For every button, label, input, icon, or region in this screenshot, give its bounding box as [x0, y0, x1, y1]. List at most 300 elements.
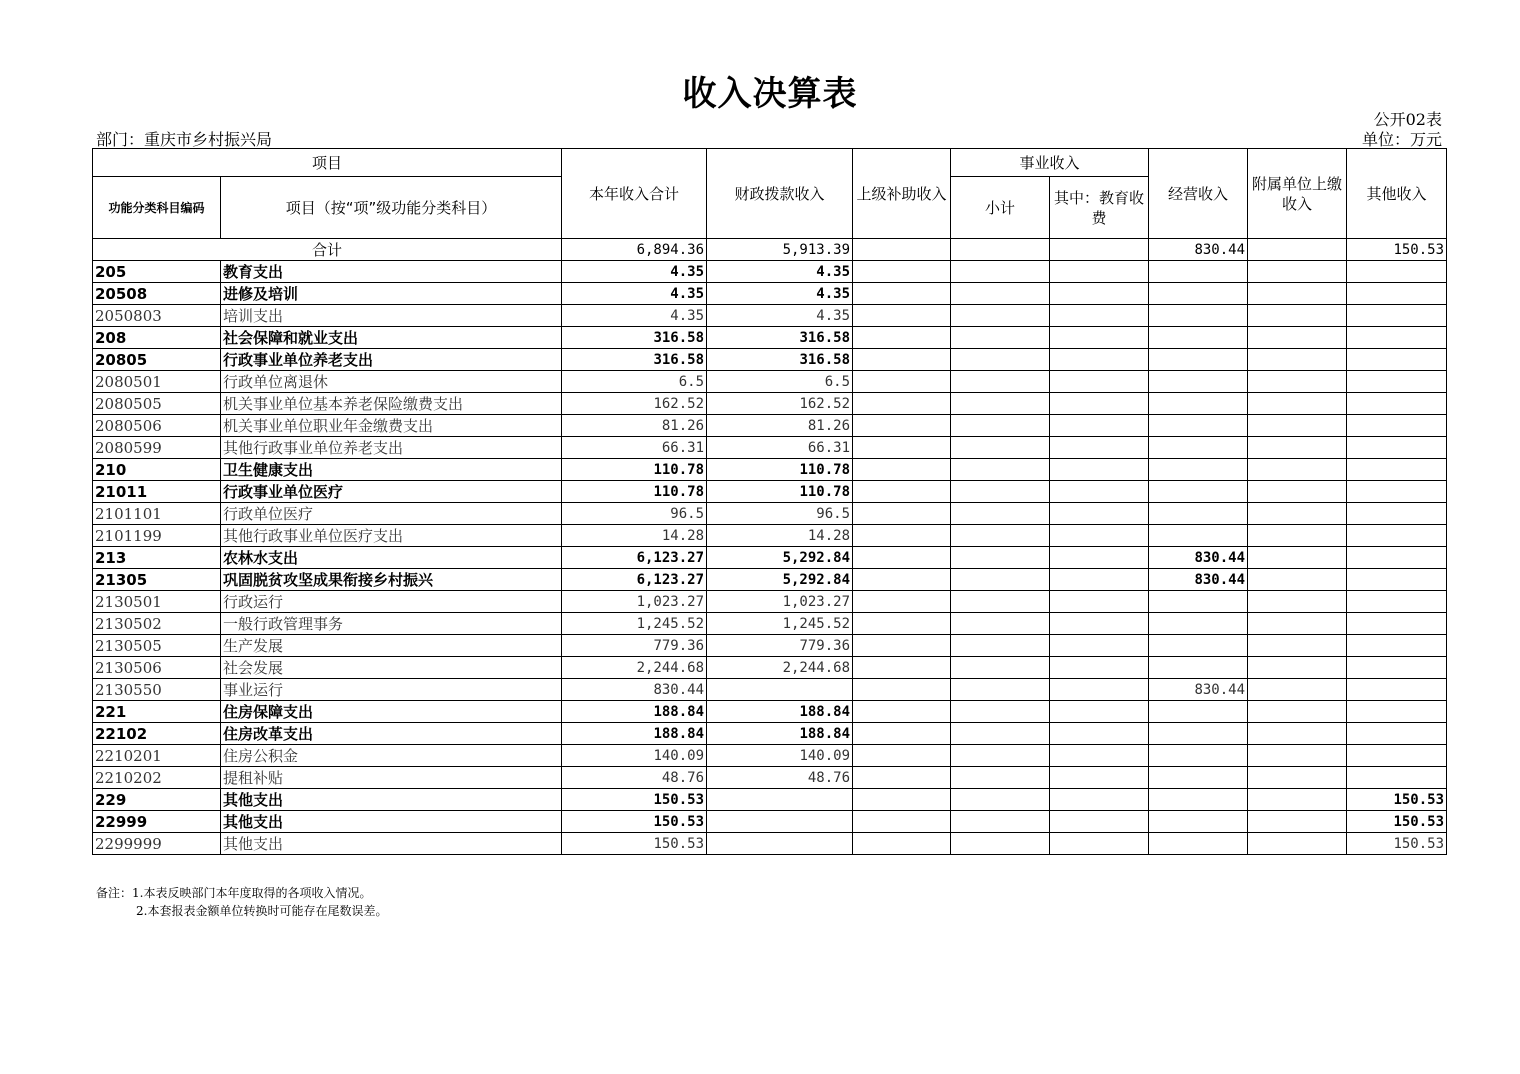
cell-business: [1149, 503, 1248, 525]
cell-fiscal: 4.35: [707, 283, 853, 305]
cell-affiliated: [1248, 613, 1347, 635]
table-row: [93, 371, 1447, 393]
cell-affiliated: [1248, 811, 1347, 833]
cell-career-edu: [1050, 789, 1149, 811]
total-career-edu: [1050, 239, 1149, 261]
cell-other: [1347, 723, 1447, 745]
cell-subsidy: [853, 767, 951, 789]
cell-name: 其他行政事业单位养老支出: [221, 437, 562, 459]
cell-code: 213: [93, 547, 221, 569]
cell-subsidy: [853, 569, 951, 591]
table-row: [93, 283, 1447, 305]
cell-fiscal: 5,292.84: [707, 547, 853, 569]
cell-subsidy: [853, 371, 951, 393]
cell-career-sub: [951, 371, 1050, 393]
cell-career-edu: [1050, 481, 1149, 503]
cell-affiliated: [1248, 547, 1347, 569]
cell-code: 20508: [93, 283, 221, 305]
cell-total: 188.84: [562, 701, 707, 723]
cell-total: 779.36: [562, 635, 707, 657]
cell-career-edu: [1050, 767, 1149, 789]
cell-career-edu: [1050, 569, 1149, 591]
cell-business: [1149, 349, 1248, 371]
table-row: [93, 635, 1447, 657]
cell-affiliated: [1248, 415, 1347, 437]
cell-business: [1149, 613, 1248, 635]
cell-fiscal: 1,023.27: [707, 591, 853, 613]
cell-business: [1149, 789, 1248, 811]
cell-career-edu: [1050, 701, 1149, 723]
cell-career-sub: [951, 833, 1050, 855]
cell-other: [1347, 613, 1447, 635]
income-table: [92, 148, 1447, 855]
cell-name: 其他支出: [221, 833, 562, 855]
cell-code: 2101101: [93, 503, 221, 525]
cell-code: 2080599: [93, 437, 221, 459]
header-other: 其他收入: [1347, 149, 1447, 239]
cell-career-sub: [951, 525, 1050, 547]
cell-affiliated: [1248, 635, 1347, 657]
cell-business: [1149, 723, 1248, 745]
cell-business: [1149, 525, 1248, 547]
cell-fiscal: 14.28: [707, 525, 853, 547]
cell-affiliated: [1248, 679, 1347, 701]
cell-other: [1347, 767, 1447, 789]
cell-career-edu: [1050, 679, 1149, 701]
cell-name: 行政事业单位养老支出: [221, 349, 562, 371]
cell-total: 14.28: [562, 525, 707, 547]
cell-fiscal: [707, 811, 853, 833]
cell-other: [1347, 327, 1447, 349]
cell-other: [1347, 261, 1447, 283]
cell-name: 行政单位医疗: [221, 503, 562, 525]
header-name: 项目（按“项”级功能分类科目）: [221, 177, 562, 239]
cell-total: 6,123.27: [562, 547, 707, 569]
cell-fiscal: 110.78: [707, 459, 853, 481]
cell-affiliated: [1248, 283, 1347, 305]
page-title: 收入决算表: [682, 74, 858, 114]
cell-fiscal: [707, 833, 853, 855]
cell-other: [1347, 481, 1447, 503]
cell-business: 830.44: [1149, 547, 1248, 569]
cell-name: 其他行政事业单位医疗支出: [221, 525, 562, 547]
cell-subsidy: [853, 547, 951, 569]
cell-business: [1149, 459, 1248, 481]
cell-code: 2299999: [93, 833, 221, 855]
header-affiliated: 附属单位上缴收入: [1248, 149, 1347, 239]
cell-affiliated: [1248, 305, 1347, 327]
cell-name: 住房保障支出: [221, 701, 562, 723]
cell-other: 150.53: [1347, 833, 1447, 855]
cell-fiscal: 188.84: [707, 701, 853, 723]
cell-total: 4.35: [562, 305, 707, 327]
cell-affiliated: [1248, 767, 1347, 789]
cell-total: 140.09: [562, 745, 707, 767]
cell-career-edu: [1050, 723, 1149, 745]
cell-total: 2,244.68: [562, 657, 707, 679]
cell-name: 住房公积金: [221, 745, 562, 767]
cell-fiscal: 316.58: [707, 327, 853, 349]
cell-subsidy: [853, 811, 951, 833]
cell-career-edu: [1050, 349, 1149, 371]
table-row: [93, 547, 1447, 569]
cell-name: 社会保障和就业支出: [221, 327, 562, 349]
cell-total: 830.44: [562, 679, 707, 701]
cell-career-sub: [951, 745, 1050, 767]
cell-other: [1347, 745, 1447, 767]
cell-code: 2101199: [93, 525, 221, 547]
cell-career-sub: [951, 393, 1050, 415]
cell-business: [1149, 393, 1248, 415]
cell-business: [1149, 591, 1248, 613]
cell-total: 316.58: [562, 349, 707, 371]
cell-name: 行政运行: [221, 591, 562, 613]
cell-affiliated: [1248, 723, 1347, 745]
header-career-edu: 其中：教育收费: [1050, 177, 1149, 239]
table-row: [93, 723, 1447, 745]
cell-business: [1149, 261, 1248, 283]
cell-career-sub: [951, 723, 1050, 745]
cell-business: [1149, 305, 1248, 327]
cell-business: [1149, 437, 1248, 459]
note-2: 2.本套报表金额单位转换时可能存在尾数误差。: [136, 904, 388, 918]
cell-career-sub: [951, 415, 1050, 437]
cell-career-edu: [1050, 283, 1149, 305]
table-row: [93, 789, 1447, 811]
cell-total: 4.35: [562, 283, 707, 305]
cell-career-sub: [951, 261, 1050, 283]
cell-subsidy: [853, 679, 951, 701]
cell-subsidy: [853, 393, 951, 415]
form-number: 公开02表: [1373, 110, 1442, 129]
cell-fiscal: 162.52: [707, 393, 853, 415]
cell-name: 社会发展: [221, 657, 562, 679]
cell-fiscal: 316.58: [707, 349, 853, 371]
cell-fiscal: 188.84: [707, 723, 853, 745]
cell-career-edu: [1050, 459, 1149, 481]
table-row: [93, 503, 1447, 525]
table-row: [93, 261, 1447, 283]
cell-career-sub: [951, 613, 1050, 635]
cell-fiscal: 5,292.84: [707, 569, 853, 591]
cell-total: 316.58: [562, 327, 707, 349]
cell-name: 教育支出: [221, 261, 562, 283]
cell-total: 162.52: [562, 393, 707, 415]
cell-career-edu: [1050, 371, 1149, 393]
cell-total: 150.53: [562, 811, 707, 833]
cell-career-edu: [1050, 393, 1149, 415]
total-other: 150.53: [1347, 239, 1447, 261]
cell-career-sub: [951, 767, 1050, 789]
cell-career-edu: [1050, 745, 1149, 767]
cell-code: 22102: [93, 723, 221, 745]
cell-fiscal: 1,245.52: [707, 613, 853, 635]
cell-career-sub: [951, 481, 1050, 503]
cell-career-edu: [1050, 415, 1149, 437]
cell-career-edu: [1050, 591, 1149, 613]
cell-name: 住房改革支出: [221, 723, 562, 745]
cell-other: [1347, 459, 1447, 481]
cell-other: [1347, 503, 1447, 525]
cell-fiscal: 48.76: [707, 767, 853, 789]
cell-other: [1347, 701, 1447, 723]
cell-affiliated: [1248, 591, 1347, 613]
cell-other: [1347, 525, 1447, 547]
cell-name: 其他支出: [221, 811, 562, 833]
cell-business: [1149, 701, 1248, 723]
table-row: [93, 569, 1447, 591]
cell-subsidy: [853, 503, 951, 525]
cell-total: 6.5: [562, 371, 707, 393]
cell-affiliated: [1248, 327, 1347, 349]
cell-career-sub: [951, 459, 1050, 481]
cell-affiliated: [1248, 393, 1347, 415]
cell-career-sub: [951, 701, 1050, 723]
table-row: [93, 327, 1447, 349]
cell-code: 2130501: [93, 591, 221, 613]
cell-career-edu: [1050, 525, 1149, 547]
cell-affiliated: [1248, 437, 1347, 459]
cell-affiliated: [1248, 569, 1347, 591]
cell-code: 2130550: [93, 679, 221, 701]
cell-name: 农林水支出: [221, 547, 562, 569]
cell-business: [1149, 811, 1248, 833]
cell-total: 1,023.27: [562, 591, 707, 613]
cell-fiscal: 81.26: [707, 415, 853, 437]
table-row: [93, 459, 1447, 481]
cell-career-sub: [951, 547, 1050, 569]
table-row: [93, 415, 1447, 437]
cell-business: [1149, 767, 1248, 789]
cell-career-edu: [1050, 327, 1149, 349]
table-row: [93, 591, 1447, 613]
cell-subsidy: [853, 283, 951, 305]
table-row: [93, 811, 1447, 833]
cell-career-sub: [951, 349, 1050, 371]
header-total: 本年收入合计: [562, 149, 707, 239]
cell-other: [1347, 305, 1447, 327]
table-row: [93, 745, 1447, 767]
cell-name: 卫生健康支出: [221, 459, 562, 481]
cell-subsidy: [853, 261, 951, 283]
cell-code: 2080506: [93, 415, 221, 437]
cell-subsidy: [853, 613, 951, 635]
cell-career-sub: [951, 591, 1050, 613]
cell-affiliated: [1248, 789, 1347, 811]
cell-affiliated: [1248, 833, 1347, 855]
cell-subsidy: [853, 657, 951, 679]
cell-other: 150.53: [1347, 789, 1447, 811]
cell-total: 110.78: [562, 481, 707, 503]
cell-total: 66.31: [562, 437, 707, 459]
cell-business: [1149, 833, 1248, 855]
cell-business: 830.44: [1149, 679, 1248, 701]
table-row: [93, 767, 1447, 789]
cell-subsidy: [853, 723, 951, 745]
cell-affiliated: [1248, 371, 1347, 393]
unit-label: 单位：万元: [1361, 130, 1442, 149]
cell-code: 2080501: [93, 371, 221, 393]
cell-business: [1149, 657, 1248, 679]
table-row: [93, 437, 1447, 459]
cell-code: 20805: [93, 349, 221, 371]
cell-name: 进修及培训: [221, 283, 562, 305]
header-project: 项目: [93, 149, 562, 177]
cell-business: [1149, 371, 1248, 393]
table-row: [93, 613, 1447, 635]
cell-fiscal: 96.5: [707, 503, 853, 525]
cell-career-edu: [1050, 811, 1149, 833]
cell-fiscal: 4.35: [707, 261, 853, 283]
table-row: [93, 657, 1447, 679]
cell-other: [1347, 371, 1447, 393]
total-business: 830.44: [1149, 239, 1248, 261]
cell-total: 96.5: [562, 503, 707, 525]
cell-code: 2130506: [93, 657, 221, 679]
cell-subsidy: [853, 415, 951, 437]
cell-career-sub: [951, 327, 1050, 349]
cell-other: [1347, 547, 1447, 569]
cell-code: 21011: [93, 481, 221, 503]
cell-career-edu: [1050, 613, 1149, 635]
table-row: [93, 393, 1447, 415]
cell-affiliated: [1248, 503, 1347, 525]
cell-name: 行政单位离退休: [221, 371, 562, 393]
header-subsidy: 上级补助收入: [853, 149, 951, 239]
cell-code: 22999: [93, 811, 221, 833]
notes: [96, 884, 387, 920]
cell-fiscal: [707, 789, 853, 811]
cell-career-edu: [1050, 657, 1149, 679]
cell-subsidy: [853, 437, 951, 459]
table-row: [93, 679, 1447, 701]
cell-other: [1347, 591, 1447, 613]
cell-career-edu: [1050, 833, 1149, 855]
cell-business: [1149, 415, 1248, 437]
cell-affiliated: [1248, 261, 1347, 283]
cell-fiscal: 140.09: [707, 745, 853, 767]
cell-subsidy: [853, 327, 951, 349]
cell-career-edu: [1050, 635, 1149, 657]
cell-affiliated: [1248, 657, 1347, 679]
cell-fiscal: 6.5: [707, 371, 853, 393]
cell-other: [1347, 635, 1447, 657]
cell-career-sub: [951, 635, 1050, 657]
department-label: 部门：重庆市乡村振兴局: [96, 130, 273, 149]
cell-total: 150.53: [562, 789, 707, 811]
total-fiscal: 5,913.39: [707, 239, 853, 261]
total-amount: 6,894.36: [562, 239, 707, 261]
cell-subsidy: [853, 481, 951, 503]
note-1: 备注：1.本表反映部门本年度取得的各项收入情况。: [96, 886, 372, 900]
cell-other: [1347, 415, 1447, 437]
cell-total: 48.76: [562, 767, 707, 789]
cell-subsidy: [853, 745, 951, 767]
cell-career-edu: [1050, 261, 1149, 283]
cell-code: 2130502: [93, 613, 221, 635]
cell-career-sub: [951, 437, 1050, 459]
cell-subsidy: [853, 459, 951, 481]
cell-career-sub: [951, 657, 1050, 679]
total-subsidy: [853, 239, 951, 261]
cell-name: 培训支出: [221, 305, 562, 327]
cell-career-sub: [951, 569, 1050, 591]
cell-career-sub: [951, 679, 1050, 701]
cell-career-sub: [951, 503, 1050, 525]
cell-other: [1347, 437, 1447, 459]
header-code: 功能分类科目编码: [93, 177, 221, 239]
cell-total: 4.35: [562, 261, 707, 283]
total-label: 合计: [93, 239, 562, 261]
cell-subsidy: [853, 833, 951, 855]
cell-affiliated: [1248, 349, 1347, 371]
cell-name: 机关事业单位基本养老保险缴费支出: [221, 393, 562, 415]
cell-code: 2130505: [93, 635, 221, 657]
cell-affiliated: [1248, 459, 1347, 481]
table-row: [93, 525, 1447, 547]
cell-career-edu: [1050, 503, 1149, 525]
cell-subsidy: [853, 789, 951, 811]
cell-total: 6,123.27: [562, 569, 707, 591]
cell-fiscal: 2,244.68: [707, 657, 853, 679]
cell-subsidy: [853, 591, 951, 613]
cell-subsidy: [853, 349, 951, 371]
total-career-sub: [951, 239, 1050, 261]
cell-career-sub: [951, 811, 1050, 833]
total-affiliated: [1248, 239, 1347, 261]
cell-affiliated: [1248, 481, 1347, 503]
cell-business: [1149, 635, 1248, 657]
cell-code: 2050803: [93, 305, 221, 327]
cell-name: 一般行政管理事务: [221, 613, 562, 635]
cell-other: [1347, 349, 1447, 371]
cell-name: 提租补贴: [221, 767, 562, 789]
cell-career-edu: [1050, 547, 1149, 569]
cell-subsidy: [853, 525, 951, 547]
cell-total: 110.78: [562, 459, 707, 481]
cell-career-edu: [1050, 437, 1149, 459]
cell-other: 150.53: [1347, 811, 1447, 833]
cell-code: 229: [93, 789, 221, 811]
cell-name: 行政事业单位医疗: [221, 481, 562, 503]
cell-total: 150.53: [562, 833, 707, 855]
cell-career-sub: [951, 283, 1050, 305]
cell-code: 210: [93, 459, 221, 481]
header-fiscal: 财政拨款收入: [707, 149, 853, 239]
cell-fiscal: 66.31: [707, 437, 853, 459]
cell-total: 1,245.52: [562, 613, 707, 635]
header-career: 事业收入: [951, 149, 1149, 177]
cell-name: 其他支出: [221, 789, 562, 811]
cell-name: 机关事业单位职业年金缴费支出: [221, 415, 562, 437]
header-career-subtotal: 小计: [951, 177, 1050, 239]
cell-name: 事业运行: [221, 679, 562, 701]
cell-fiscal: [707, 679, 853, 701]
cell-career-sub: [951, 789, 1050, 811]
cell-fiscal: 4.35: [707, 305, 853, 327]
cell-business: [1149, 481, 1248, 503]
cell-business: [1149, 283, 1248, 305]
table-row: [93, 305, 1447, 327]
cell-subsidy: [853, 635, 951, 657]
cell-other: [1347, 657, 1447, 679]
cell-career-edu: [1050, 305, 1149, 327]
cell-name: 生产发展: [221, 635, 562, 657]
cell-business: 830.44: [1149, 569, 1248, 591]
header-business: 经营收入: [1149, 149, 1248, 239]
table-row: [93, 481, 1447, 503]
cell-other: [1347, 283, 1447, 305]
